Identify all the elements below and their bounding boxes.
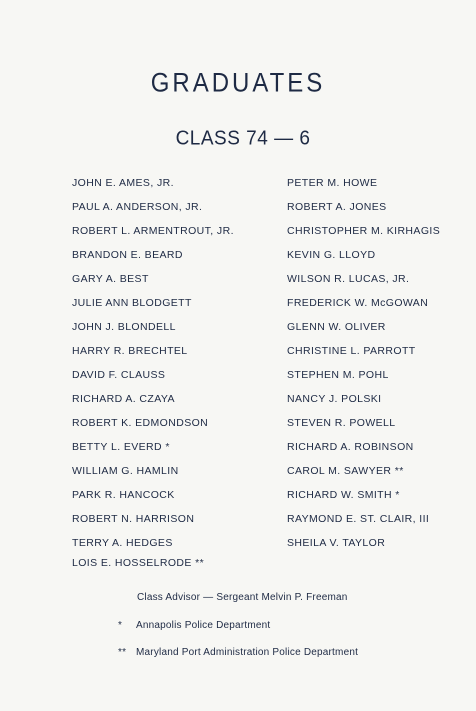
- list-item: HARRY R. BRECHTEL: [72, 345, 188, 357]
- list-item: RICHARD A. CZAYA: [72, 393, 175, 405]
- list-item: WILSON R. LUCAS, JR.: [287, 273, 410, 285]
- footnote-maryland-port: [118, 647, 358, 658]
- footnote-text: Annapolis Police Department: [136, 620, 271, 631]
- list-item: DAVID F. CLAUSS: [72, 369, 166, 381]
- list-item: ROBERT L. ARMENTROUT, JR.: [72, 225, 234, 237]
- list-item: PETER M. HOWE: [287, 177, 378, 189]
- footnote-text: Maryland Port Administration Police Department: [136, 647, 359, 658]
- list-item: NANCY J. POLSKI: [287, 393, 382, 405]
- graduates-list-right: [287, 175, 440, 559]
- footnote-mark-double: **: [118, 647, 127, 658]
- footnote-mark-single: *: [118, 620, 123, 631]
- class-subtitle: CLASS 74 — 6: [175, 127, 311, 150]
- list-item: ROBERT N. HARRISON: [72, 513, 195, 525]
- list-item: BETTY L. EVERD *: [72, 441, 170, 453]
- list-item: JOHN E. AMES, JR.: [72, 177, 174, 189]
- list-item: LOIS E. HOSSELRODE **: [72, 557, 205, 569]
- list-item: JULIE ANN BLODGETT: [72, 297, 192, 309]
- list-item: JOHN J. BLONDELL: [72, 321, 176, 333]
- list-item: FREDERICK W. McGOWAN: [287, 297, 429, 309]
- list-item: STEVEN R. POWELL: [287, 417, 396, 429]
- footnote-annapolis: [118, 620, 270, 631]
- list-item: STEPHEN M. POHL: [287, 369, 389, 381]
- list-item: CHRISTOPHER M. KIRHAGIS: [287, 225, 441, 237]
- list-item: TERRY A. HEDGES: [72, 537, 173, 549]
- list-item: RICHARD W. SMITH *: [287, 489, 400, 501]
- page-title: GRADUATES: [150, 68, 326, 99]
- list-item: PAUL A. ANDERSON, JR.: [72, 201, 203, 213]
- list-item: CHRISTINE L. PARROTT: [287, 345, 416, 357]
- class-advisor-line: Class Advisor — Sergeant Melvin P. Freeman: [137, 592, 348, 603]
- list-item: SHEILA V. TAYLOR: [287, 537, 386, 549]
- list-item: WILLIAM G. HAMLIN: [72, 465, 179, 477]
- list-item: ROBERT K. EDMONDSON: [72, 417, 209, 429]
- list-item: RICHARD A. ROBINSON: [287, 441, 414, 453]
- graduates-list-left: [72, 175, 234, 579]
- list-item: ROBERT A. JONES: [287, 201, 387, 213]
- list-item: RAYMOND E. ST. CLAIR, III: [287, 513, 430, 525]
- list-item: GARY A. BEST: [72, 273, 149, 285]
- list-item: CAROL M. SAWYER **: [287, 465, 404, 477]
- list-item: GLENN W. OLIVER: [287, 321, 386, 333]
- list-item: BRANDON E. BEARD: [72, 249, 183, 261]
- list-item: PARK R. HANCOCK: [72, 489, 175, 501]
- list-item: KEVIN G. LLOYD: [287, 249, 376, 261]
